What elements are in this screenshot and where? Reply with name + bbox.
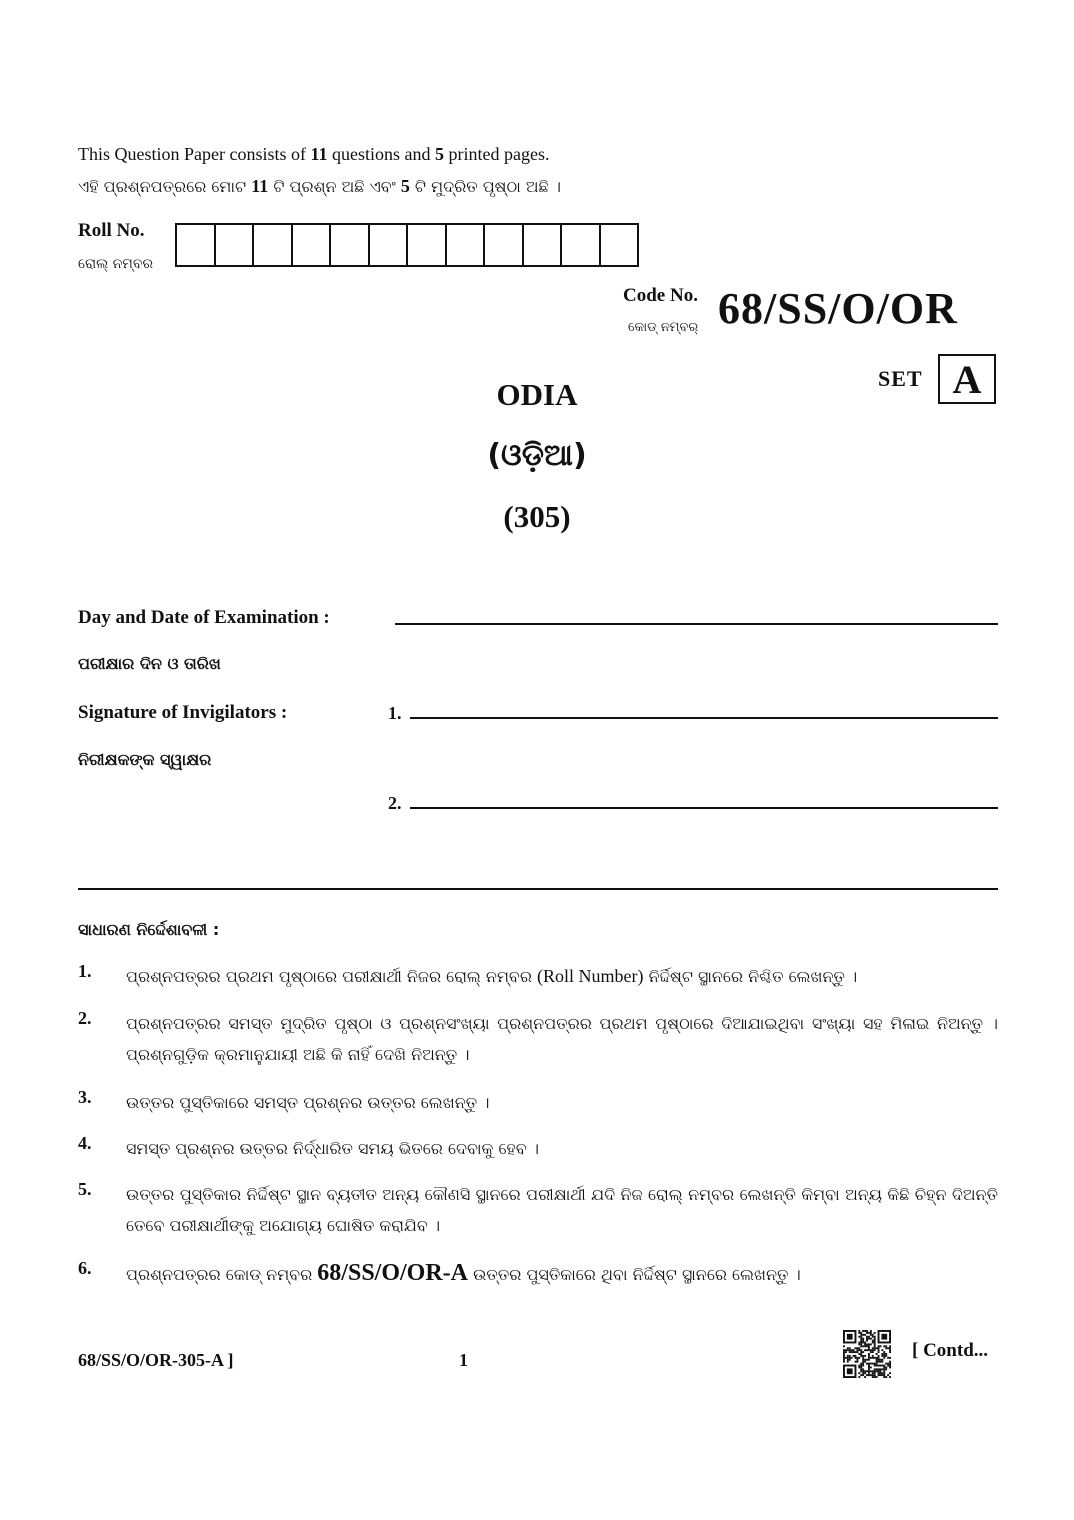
intro-en-mid: questions and: [327, 144, 435, 164]
instruction-item: [78, 961, 998, 992]
instruction-text-part: ପ୍ରଶ୍ନପତ୍ରର କୋଡ୍ ନମ୍ବର: [126, 1265, 318, 1284]
instruction-code: 68/SS/O/OR-A: [317, 1260, 468, 1286]
section-divider: [78, 888, 998, 890]
page-count: 5: [435, 144, 444, 164]
question-count: 11: [310, 144, 328, 164]
instruction-text: ଉତ୍ତର ପୁସ୍ତିକାରେ ସମସ୍ତ ପ୍ରଶ୍ନର ଉତ୍ତର ଲେଖନ୍ତୁ ।: [126, 1093, 490, 1112]
page-number: 1: [459, 1350, 468, 1370]
instruction-item: [78, 1258, 998, 1290]
intro-or-mid: ଟି ପ୍ରଶ୍ନ ଅଛି ଏବଂ: [268, 177, 401, 196]
signature-1-number: 1.: [388, 703, 402, 723]
roll-number-box[interactable]: [447, 223, 486, 267]
roll-label-odia: ରୋଲ୍ ନମ୍ବର: [78, 256, 154, 272]
intro-or-suffix: ଟି ମୁଦ୍ରିତ ପୃଷ୍ଠା ଅଛି ।: [409, 177, 561, 196]
exam-date-label: Day and Date of Examination :: [78, 607, 330, 628]
qr-code-icon: [843, 1330, 891, 1378]
instruction-text-english: (Roll Number): [537, 966, 644, 986]
roll-number-grid: [175, 223, 639, 267]
instruction-number: 5.: [78, 1179, 92, 1199]
subject-title: ODIA: [496, 377, 578, 412]
footer-paper-code: 68/SS/O/OR-305-A ]: [78, 1350, 234, 1370]
roll-number-box[interactable]: [524, 223, 563, 267]
code-label-english: Code No.: [623, 285, 698, 306]
instruction-number: 4.: [78, 1133, 92, 1153]
instruction-item: [78, 1087, 998, 1118]
subject-code: (305): [503, 499, 571, 534]
roll-label-english: Roll No.: [78, 220, 145, 241]
code-label-odia: କୋଡ୍ ନମ୍ବର୍: [628, 320, 699, 335]
intro-english: [78, 144, 549, 165]
continued-label: [ Contd...: [912, 1340, 989, 1361]
question-count-odia: 11: [251, 176, 269, 196]
instruction-text: ସମସ୍ତ ପ୍ରଶ୍ନର ଉତ୍ତର ନିର୍ଦ୍ଧାରିତ ସମୟ ଭିତରେ ଦେବାକୁ ହେବ ।: [126, 1139, 540, 1158]
roll-number-box[interactable]: [331, 223, 370, 267]
instructions-heading: ସାଧାରଣ ନିର୍ଦ୍ଦେଶାବଳୀ :: [78, 920, 220, 939]
instruction-item: [78, 1179, 998, 1241]
signature-2-number: 2.: [388, 793, 402, 813]
instruction-item: [78, 1133, 998, 1164]
signature-label-odia: ନିରୀକ୍ଷକଙ୍କ ସ୍ୱାକ୍ଷର: [78, 750, 212, 769]
roll-number-box[interactable]: [562, 223, 601, 267]
instruction-number: 6.: [78, 1258, 92, 1278]
instruction-text: [126, 1258, 998, 1290]
instruction-text-part: ଉତ୍ତର ପୁସ୍ତିକାରେ ଥିବା ନିର୍ଦ୍ଦିଷ୍ଟ ସ୍ଥାନରେ ଲେଖନ୍ତୁ ।: [468, 1265, 801, 1284]
instruction-text-part: ନିର୍ଦ୍ଦିଷ୍ଟ ସ୍ଥାନରେ ନିଶ୍ଚିତ ଲେଖନ୍ତୁ ।: [643, 967, 858, 986]
instruction-item: [78, 1008, 998, 1070]
signature-2-field[interactable]: [410, 807, 998, 809]
page-count-odia: 5: [400, 176, 410, 196]
exam-date-label-odia: ପରୀକ୍ଷାର ଦିନ ଓ ତାରିଖ: [78, 654, 221, 673]
roll-number-box[interactable]: [216, 223, 255, 267]
instruction-text: [126, 961, 998, 992]
roll-number-box[interactable]: [370, 223, 409, 267]
set-label: SET: [878, 366, 923, 391]
instruction-text-part: ପ୍ରଶ୍ନପତ୍ରର ପ୍ରଥମ ପୃଷ୍ଠାରେ ପରୀକ୍ଷାର୍ଥୀ ନିଜର ରୋଲ୍ ନମ୍ବର: [126, 967, 538, 986]
code-number: 68/SS/O/OR: [718, 284, 958, 333]
set-box: A: [938, 354, 996, 404]
roll-number-box[interactable]: [601, 223, 640, 267]
instruction-number: 1.: [78, 961, 92, 981]
roll-number-box[interactable]: [254, 223, 293, 267]
signature-label: Signature of Invigilators :: [78, 702, 288, 723]
subject-title-odia: (ଓଡ଼ିଆ): [487, 438, 587, 473]
instruction-text: ଉତ୍ତର ପୁସ୍ତିକାର ନିର୍ଦ୍ଦିଷ୍ଟ ସ୍ଥାନ ବ୍ୟତୀତ ଅନ୍ୟ କୌଣସି ସ୍ଥାନରେ ପରୀକ୍ଷାର୍ଥୀ ଯଦି ନିଜ ରୋଲ୍ ନମ୍ବର ଲେଖନ୍ତି କିମ୍ବା ଅନ୍ୟ କିଛି ଚିହ୍ନ ଦିଅନ୍ତି ତେବେ ପରୀକ୍ଷାର୍ଥୀଙ୍କୁ ଅଯୋଗ୍ୟ ଘୋଷିତ କରାଯିବ ।: [126, 1185, 998, 1235]
intro-en-prefix: This Question Paper consists of: [78, 144, 311, 164]
roll-number-box[interactable]: [408, 223, 447, 267]
exam-date-field[interactable]: [395, 623, 998, 625]
intro-or-prefix: ଏହି ପ୍ରଶ୍ନପତ୍ରରେ ମୋଟ: [78, 177, 252, 196]
instruction-number: 3.: [78, 1087, 92, 1107]
instruction-number: 2.: [78, 1008, 92, 1028]
instruction-text: ପ୍ରଶ୍ନପତ୍ରର ସମସ୍ତ ମୁଦ୍ରିତ ପୃଷ୍ଠା ଓ ପ୍ରଶ୍ନସଂଖ୍ୟା ପ୍ରଶ୍ନପତ୍ରର ପ୍ରଥମ ପୃଷ୍ଠାରେ ଦିଆଯାଇଥିବା ସଂଖ୍ୟା ସହ ମିଳାଇ ନିଅନ୍ତୁ । ପ୍ରଶ୍ନଗୁଡ଼ିକ କ୍ରମାନୁଯାୟୀ ଅଛି କି ନାହିଁ ଦେଖି ନିଅନ୍ତୁ ।: [126, 1014, 998, 1064]
intro-en-suffix: printed pages.: [444, 144, 550, 164]
roll-number-box[interactable]: [485, 223, 524, 267]
roll-number-box[interactable]: [177, 223, 216, 267]
intro-odia: [78, 176, 561, 197]
roll-number-box[interactable]: [293, 223, 332, 267]
signature-1-field[interactable]: [410, 717, 998, 719]
